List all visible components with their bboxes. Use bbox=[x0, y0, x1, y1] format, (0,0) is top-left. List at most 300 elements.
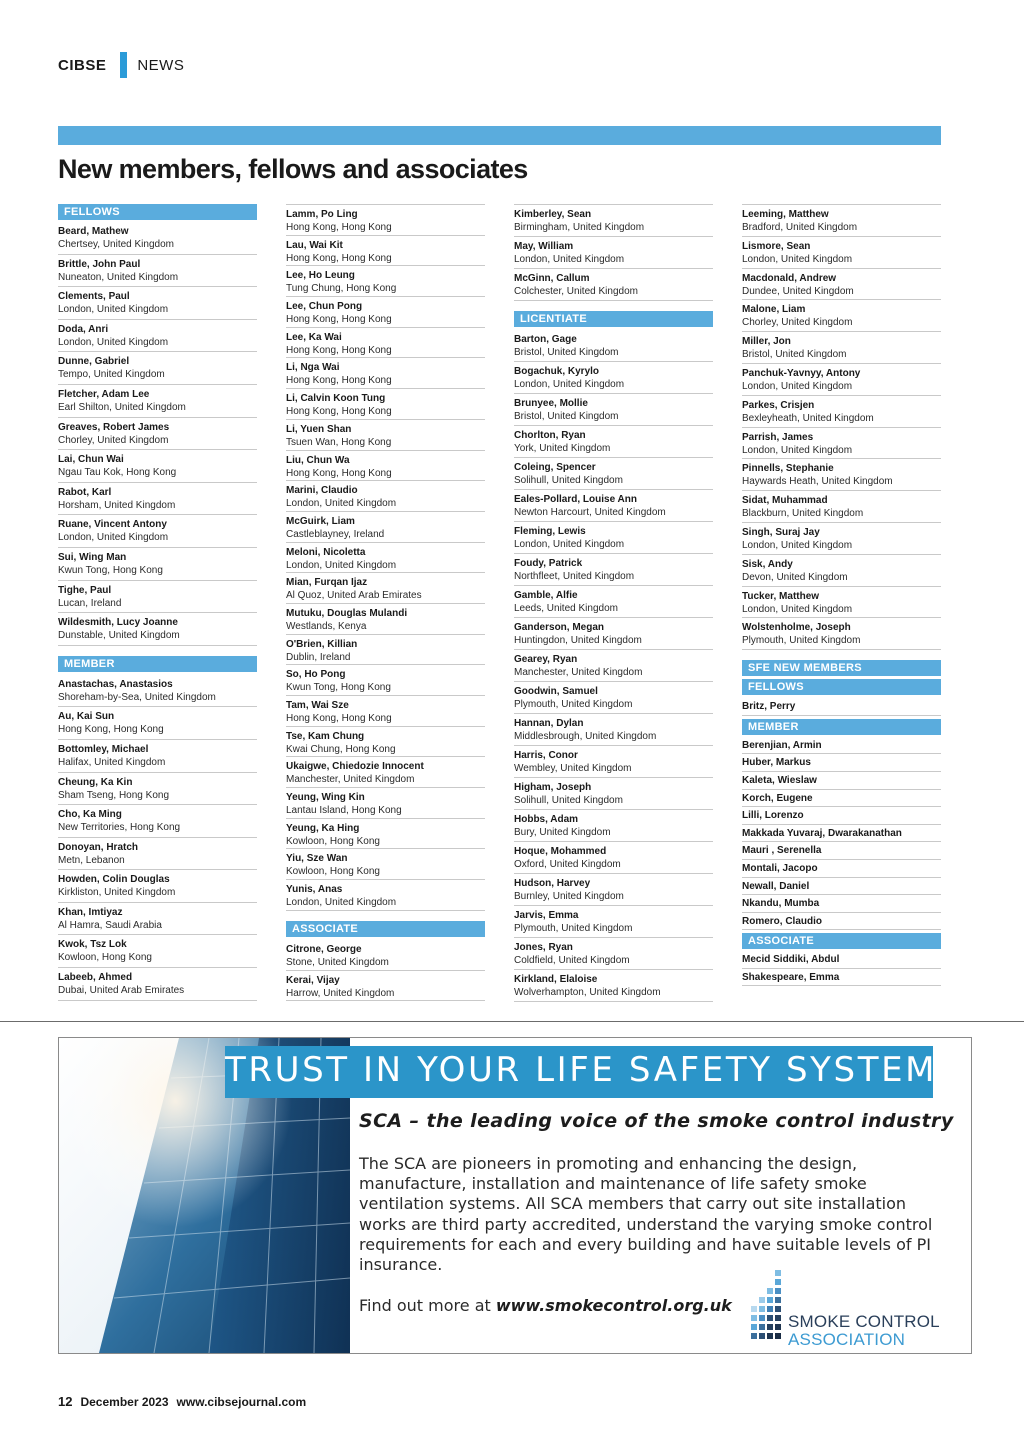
member-name: Mian, Furqan Ijaz bbox=[286, 577, 368, 589]
member-location: Tsuen Wan, Hong Kong bbox=[286, 436, 392, 448]
member-location: Metn, Lebanon bbox=[58, 854, 125, 866]
licentiates-list-continued bbox=[742, 204, 941, 650]
member-location: Kowloon, Hong Kong bbox=[58, 952, 152, 964]
member-name: Bogachuk, Kyrylo bbox=[514, 366, 600, 377]
list-item bbox=[514, 810, 713, 842]
member-location: London, United Kingdom bbox=[742, 603, 853, 615]
member-location: Tempo, United Kingdom bbox=[58, 369, 165, 381]
list-item bbox=[514, 778, 713, 810]
list-item bbox=[286, 328, 485, 359]
member-location: Shoreham-by-Sea, United Kingdom bbox=[58, 691, 216, 703]
cta-link[interactable]: www.smokecontrol.org.uk bbox=[495, 1296, 732, 1315]
column-1 bbox=[58, 204, 257, 1001]
list-item bbox=[742, 737, 941, 755]
member-name: Newall, Daniel bbox=[742, 880, 810, 892]
member-name: Shakespeare, Emma bbox=[742, 971, 840, 983]
header-divider-bar bbox=[120, 52, 127, 78]
member-name: Yeung, Ka Hing bbox=[286, 822, 360, 834]
list-item bbox=[514, 906, 713, 938]
member-name: Makkada Yuvaraj, Dwarakanathan bbox=[742, 827, 902, 839]
member-name: Greaves, Robert James bbox=[58, 421, 170, 433]
member-location: Oxford, United Kingdom bbox=[514, 859, 621, 870]
member-name: Li, Calvin Koon Tung bbox=[286, 393, 386, 405]
member-name: Hobbs, Adam bbox=[514, 814, 579, 825]
list-item bbox=[742, 969, 941, 987]
member-location: London, United Kingdom bbox=[286, 498, 397, 510]
member-location: New Territories, Hong Kong bbox=[58, 822, 181, 834]
list-item bbox=[286, 849, 485, 880]
member-name: Panchuk-Yavnyy, Antony bbox=[742, 367, 861, 379]
list-item bbox=[58, 707, 257, 740]
member-location: Middlesbrough, United Kingdom bbox=[514, 731, 657, 742]
member-name: Hoque, Mohammed bbox=[514, 846, 607, 857]
category-sfe-fellows: FELLOWS bbox=[742, 679, 941, 695]
member-location: Tung Chung, Hong Kong bbox=[286, 283, 397, 295]
member-name: Hudson, Harvey bbox=[514, 878, 591, 889]
member-name: Au, Kai Sun bbox=[58, 711, 115, 723]
member-location: Hong Kong, Hong Kong bbox=[286, 406, 392, 418]
member-name: Labeeb, Ahmed bbox=[58, 972, 133, 984]
list-item bbox=[58, 287, 257, 320]
list-item bbox=[742, 698, 941, 716]
member-name: O'Brien, Killian bbox=[286, 638, 358, 650]
page-header bbox=[58, 52, 184, 78]
list-item bbox=[286, 266, 485, 297]
member-location: Wolverhampton, United Kingdom bbox=[514, 987, 661, 998]
list-item bbox=[286, 420, 485, 451]
list-item bbox=[514, 970, 713, 1002]
member-location: Northfleet, United Kingdom bbox=[514, 571, 635, 582]
list-item bbox=[514, 682, 713, 714]
list-item bbox=[514, 490, 713, 522]
member-location: Nuneaton, United Kingdom bbox=[58, 271, 179, 283]
list-item bbox=[514, 426, 713, 458]
list-item bbox=[742, 491, 941, 523]
ad-call-to-action bbox=[359, 1296, 732, 1315]
member-location: Huntingdon, United Kingdom bbox=[514, 635, 642, 646]
list-item bbox=[286, 543, 485, 574]
member-name: Clements, Paul bbox=[58, 291, 130, 303]
list-item bbox=[742, 878, 941, 896]
member-location: London, United Kingdom bbox=[742, 444, 853, 456]
member-location: Hong Kong, Hong Kong bbox=[286, 375, 392, 387]
member-name: Lee, Chun Pong bbox=[286, 301, 363, 313]
member-location: Bristol, United Kingdom bbox=[742, 349, 847, 361]
list-item bbox=[742, 842, 941, 860]
list-item bbox=[58, 805, 257, 838]
member-name: Yunis, Anas bbox=[286, 884, 343, 896]
column-2 bbox=[286, 204, 485, 1001]
list-item bbox=[286, 389, 485, 420]
member-location: York, United Kingdom bbox=[514, 443, 611, 454]
list-item bbox=[58, 838, 257, 871]
member-location: Plymouth, United Kingdom bbox=[514, 699, 633, 710]
category-sfe-member: MEMBER bbox=[742, 719, 941, 735]
list-item bbox=[742, 237, 941, 269]
member-name: McGuirk, Liam bbox=[286, 515, 355, 527]
list-item bbox=[514, 586, 713, 618]
member-location: Sham Tseng, Hong Kong bbox=[58, 789, 170, 801]
list-item bbox=[58, 870, 257, 903]
member-name: Li, Yuen Shan bbox=[286, 423, 352, 435]
member-location: London, United Kingdom bbox=[742, 539, 853, 551]
member-name: So, Ho Pong bbox=[286, 669, 346, 681]
member-name: Gearey, Ryan bbox=[514, 654, 578, 665]
list-item bbox=[58, 483, 257, 516]
member-name: Citrone, George bbox=[286, 943, 362, 955]
member-location: London, United Kingdom bbox=[742, 253, 853, 265]
list-item bbox=[286, 940, 485, 971]
member-name: Ruane, Vincent Antony bbox=[58, 519, 167, 531]
member-location: Manchester, United Kingdom bbox=[514, 667, 643, 678]
list-item bbox=[58, 222, 257, 255]
category-fellows: FELLOWS bbox=[58, 204, 257, 220]
member-name: Lee, Ka Wai bbox=[286, 331, 342, 343]
member-location: Kwun Tong, Hong Kong bbox=[286, 682, 391, 694]
member-name: Jarvis, Emma bbox=[514, 910, 579, 921]
member-location: Solihull, United Kingdom bbox=[514, 795, 623, 806]
member-name: Sidat, Muhammad bbox=[742, 495, 828, 507]
page-number: 12 bbox=[58, 1394, 73, 1409]
member-location: London, United Kingdom bbox=[286, 897, 397, 909]
member-name: Kwok, Tsz Lok bbox=[58, 939, 127, 951]
member-location: Colchester, United Kingdom bbox=[514, 286, 638, 297]
member-location: Dubai, United Arab Emirates bbox=[58, 985, 185, 997]
member-location: London, United Kingdom bbox=[58, 336, 169, 348]
list-item bbox=[742, 428, 941, 460]
member-name: Wildesmith, Lucy Joanne bbox=[58, 617, 178, 629]
member-name: Ganderson, Megan bbox=[514, 622, 605, 633]
list-item bbox=[58, 773, 257, 806]
member-location: Al Quoz, United Arab Emirates bbox=[286, 590, 422, 602]
members-list-continued bbox=[286, 204, 485, 911]
member-location: Burnley, United Kingdom bbox=[514, 891, 624, 902]
list-item bbox=[742, 587, 941, 619]
member-location: Kowloon, Hong Kong bbox=[286, 866, 380, 878]
cta-prefix: Find out more at bbox=[359, 1296, 496, 1315]
member-location: Hong Kong, Hong Kong bbox=[286, 314, 392, 326]
list-item bbox=[286, 635, 485, 666]
member-name: Mauri , Serenella bbox=[742, 845, 822, 857]
member-name: Lau, Wai Kit bbox=[286, 239, 343, 251]
member-name: Higham, Joseph bbox=[514, 782, 592, 793]
member-name: Mutuku, Douglas Mulandi bbox=[286, 607, 408, 619]
member-name: Brunyee, Mollie bbox=[514, 398, 588, 409]
member-name: Singh, Suraj Jay bbox=[742, 526, 820, 538]
list-item bbox=[514, 237, 713, 269]
member-location: Hong Kong, Hong Kong bbox=[286, 467, 392, 479]
list-item bbox=[514, 874, 713, 906]
section-name: NEWS bbox=[137, 56, 185, 74]
list-item bbox=[742, 618, 941, 650]
member-name: Dunne, Gabriel bbox=[58, 356, 130, 368]
list-item bbox=[514, 330, 713, 362]
list-item bbox=[58, 385, 257, 418]
member-location: Halifax, United Kingdom bbox=[58, 756, 166, 768]
member-name: Foudy, Patrick bbox=[514, 558, 583, 569]
member-location: Kwun Tong, Hong Kong bbox=[58, 564, 163, 576]
sca-logo-icon bbox=[749, 1270, 789, 1350]
list-item bbox=[58, 450, 257, 483]
member-name: May, William bbox=[514, 241, 574, 252]
member-name: Lee, Ho Leung bbox=[286, 270, 355, 282]
member-name: Gamble, Alfie bbox=[514, 590, 578, 601]
member-name: Wolstenholme, Joseph bbox=[742, 622, 851, 634]
associates-list bbox=[286, 940, 485, 1001]
member-location: London, United Kingdom bbox=[286, 559, 397, 571]
list-item bbox=[286, 481, 485, 512]
advertisement bbox=[58, 1037, 972, 1354]
member-location: Bradford, United Kingdom bbox=[742, 222, 858, 233]
list-item bbox=[742, 754, 941, 772]
list-item bbox=[286, 788, 485, 819]
list-item bbox=[742, 951, 941, 969]
member-location: Chorley, United Kingdom bbox=[742, 317, 853, 329]
member-name: Liu, Chun Wa bbox=[286, 454, 350, 466]
website-link[interactable]: www.cibsejournal.com bbox=[176, 1395, 307, 1409]
brand-name: CIBSE bbox=[58, 56, 107, 74]
list-item bbox=[742, 913, 941, 931]
member-location: Hong Kong, Hong Kong bbox=[286, 222, 392, 233]
member-location: Hong Kong, Hong Kong bbox=[286, 252, 392, 264]
member-location: Chorley, United Kingdom bbox=[58, 434, 169, 446]
member-location: Westlands, Kenya bbox=[286, 620, 367, 632]
category-member: MEMBER bbox=[58, 656, 257, 672]
member-name: Ukaigwe, Chiedozie Innocent bbox=[286, 761, 424, 773]
list-item bbox=[742, 825, 941, 843]
member-location: Al Hamra, Saudi Arabia bbox=[58, 919, 162, 931]
member-name: Harris, Conor bbox=[514, 750, 578, 761]
member-name: Sui, Wing Man bbox=[58, 551, 127, 563]
member-location: Leeds, United Kingdom bbox=[514, 603, 618, 614]
list-item bbox=[742, 523, 941, 555]
member-location: Manchester, United Kingdom bbox=[286, 774, 415, 786]
list-item bbox=[58, 515, 257, 548]
member-name: Marini, Claudio bbox=[286, 485, 358, 497]
list-item bbox=[514, 205, 713, 237]
list-item bbox=[514, 522, 713, 554]
licentiates-list bbox=[514, 330, 713, 1002]
member-location: London, United Kingdom bbox=[514, 539, 625, 550]
member-name: Meloni, Nicoletta bbox=[286, 546, 366, 558]
member-location: Bristol, United Kingdom bbox=[514, 411, 619, 422]
member-name: Tighe, Paul bbox=[58, 584, 112, 596]
member-location: Stone, United Kingdom bbox=[286, 956, 389, 968]
list-item bbox=[742, 269, 941, 301]
list-item bbox=[514, 938, 713, 970]
member-location: Hong Kong, Hong Kong bbox=[286, 713, 392, 724]
member-location: Dundee, United Kingdom bbox=[742, 285, 854, 297]
members-list-end bbox=[514, 204, 713, 301]
list-item bbox=[58, 352, 257, 385]
member-name: Hannan, Dylan bbox=[514, 718, 584, 729]
member-name: Romero, Claudio bbox=[742, 915, 823, 927]
members-list bbox=[58, 675, 257, 1001]
list-item bbox=[286, 573, 485, 604]
category-licentiate: LICENTIATE bbox=[514, 311, 713, 327]
list-item bbox=[742, 332, 941, 364]
member-name: Lai, Chun Wai bbox=[58, 454, 124, 466]
list-item bbox=[514, 618, 713, 650]
member-name: Kerai, Vijay bbox=[286, 974, 340, 986]
sfe-members-list bbox=[742, 737, 941, 931]
category-sfe-new-members: SFE NEW MEMBERS bbox=[742, 660, 941, 676]
list-item bbox=[742, 300, 941, 332]
top-accent-band bbox=[58, 126, 941, 145]
member-location: Dublin, Ireland bbox=[286, 651, 351, 663]
member-name: Donoyan, Hratch bbox=[58, 841, 139, 853]
list-item bbox=[742, 860, 941, 878]
list-item bbox=[286, 604, 485, 635]
section-divider bbox=[0, 1021, 1024, 1022]
member-name: Cho, Ka Ming bbox=[58, 809, 122, 821]
list-item bbox=[58, 613, 257, 646]
member-name: Britz, Perry bbox=[742, 701, 796, 713]
member-location: Earl Shilton, United Kingdom bbox=[58, 401, 186, 413]
member-name: Korch, Eugene bbox=[742, 792, 813, 804]
issue-date: December 2023 bbox=[80, 1395, 169, 1409]
member-name: Parkes, Crisjen bbox=[742, 399, 815, 411]
list-item bbox=[742, 807, 941, 825]
list-item bbox=[58, 675, 257, 708]
member-location: Chertsey, United Kingdom bbox=[58, 239, 174, 250]
member-location: Blackburn, United Kingdom bbox=[742, 508, 864, 520]
member-name: Sisk, Andy bbox=[742, 558, 793, 570]
logo-text-line2: ASSOCIATION bbox=[788, 1330, 906, 1349]
member-name: Leeming, Matthew bbox=[742, 209, 829, 220]
list-item bbox=[286, 880, 485, 911]
member-name: Khan, Imtiyaz bbox=[58, 906, 123, 918]
list-item bbox=[286, 757, 485, 788]
sfe-associates-list bbox=[742, 951, 941, 986]
member-name: Bottomley, Michael bbox=[58, 743, 149, 755]
list-item bbox=[742, 364, 941, 396]
member-location: Kirkliston, United Kingdom bbox=[58, 887, 176, 899]
member-name: Malone, Liam bbox=[742, 304, 806, 316]
page-footer bbox=[58, 1394, 306, 1409]
member-name: Fletcher, Adam Lee bbox=[58, 388, 150, 400]
column-4 bbox=[742, 204, 941, 986]
list-item bbox=[742, 396, 941, 428]
list-item bbox=[58, 581, 257, 614]
list-item bbox=[514, 650, 713, 682]
list-item bbox=[286, 727, 485, 758]
list-item bbox=[742, 555, 941, 587]
member-location: London, United Kingdom bbox=[58, 304, 169, 316]
member-name: Pinnells, Stephanie bbox=[742, 463, 834, 475]
member-location: Newton Harcourt, United Kingdom bbox=[514, 507, 666, 518]
member-name: Anastachas, Anastasios bbox=[58, 678, 173, 690]
member-name: Macdonald, Andrew bbox=[742, 272, 837, 284]
member-location: Coldfield, United Kingdom bbox=[514, 955, 630, 966]
category-sfe-associate: ASSOCIATE bbox=[742, 933, 941, 949]
member-location: Bristol, United Kingdom bbox=[514, 347, 619, 358]
list-item bbox=[514, 362, 713, 394]
list-item bbox=[58, 935, 257, 968]
member-name: Miller, Jon bbox=[742, 336, 791, 348]
member-name: Nkandu, Mumba bbox=[742, 898, 820, 910]
member-name: Howden, Colin Douglas bbox=[58, 874, 170, 886]
member-name: Rabot, Karl bbox=[58, 486, 112, 498]
list-item bbox=[514, 842, 713, 874]
member-location: Devon, United Kingdom bbox=[742, 571, 848, 583]
member-location: Plymouth, United Kingdom bbox=[514, 923, 633, 934]
list-item bbox=[58, 548, 257, 581]
member-name: Lamm, Po Ling bbox=[286, 209, 358, 220]
member-name: Montali, Jacopo bbox=[742, 862, 818, 874]
member-name: Parrish, James bbox=[742, 431, 814, 443]
member-name: Fleming, Lewis bbox=[514, 526, 586, 537]
list-item bbox=[58, 968, 257, 1001]
member-location: London, United Kingdom bbox=[514, 254, 625, 265]
member-name: Coleing, Spencer bbox=[514, 462, 596, 473]
member-name: Lismore, Sean bbox=[742, 240, 811, 252]
member-name: Li, Nga Wai bbox=[286, 362, 340, 374]
member-name: Cheung, Ka Kin bbox=[58, 776, 133, 788]
member-location: Castleblayney, Ireland bbox=[286, 528, 385, 540]
page-title: New members, fellows and associates bbox=[58, 154, 528, 184]
member-name: McGinn, Callum bbox=[514, 273, 590, 284]
category-associate: ASSOCIATE bbox=[286, 921, 485, 937]
ad-subtitle: SCA – the leading voice of the smoke control industry bbox=[359, 1110, 954, 1132]
list-item bbox=[514, 458, 713, 490]
list-item bbox=[742, 790, 941, 808]
list-item bbox=[286, 819, 485, 850]
list-item bbox=[286, 205, 485, 236]
member-location: Solihull, United Kingdom bbox=[514, 475, 623, 486]
member-name: Jones, Ryan bbox=[514, 942, 573, 953]
member-location: Lantau Island, Hong Kong bbox=[286, 805, 402, 817]
column-3 bbox=[514, 204, 713, 1002]
member-location: Bury, United Kingdom bbox=[514, 827, 611, 838]
list-item bbox=[286, 665, 485, 696]
list-item bbox=[286, 358, 485, 389]
sfe-fellows-list bbox=[742, 698, 941, 716]
member-location: Ngau Tau Kok, Hong Kong bbox=[58, 467, 177, 479]
list-item bbox=[742, 772, 941, 790]
member-name: Huber, Markus bbox=[742, 757, 811, 769]
member-location: London, United Kingdom bbox=[514, 379, 625, 390]
member-name: Lilli, Lorenzo bbox=[742, 810, 804, 822]
member-name: Doda, Anri bbox=[58, 323, 109, 335]
member-location: Dunstable, United Kingdom bbox=[58, 630, 180, 642]
member-name: Brittle, John Paul bbox=[58, 258, 141, 270]
list-item bbox=[514, 554, 713, 586]
member-name: Kaleta, Wieslaw bbox=[742, 774, 817, 786]
list-item bbox=[742, 205, 941, 237]
list-item bbox=[514, 394, 713, 426]
member-name: Mecid Siddiki, Abdul bbox=[742, 954, 840, 966]
member-location: Haywards Heath, United Kingdom bbox=[742, 476, 893, 488]
list-item bbox=[58, 255, 257, 288]
list-item bbox=[514, 269, 713, 301]
list-item bbox=[514, 746, 713, 778]
list-item bbox=[58, 740, 257, 773]
member-name: Yeung, Wing Kin bbox=[286, 792, 365, 804]
member-location: London, United Kingdom bbox=[58, 532, 169, 544]
list-item bbox=[286, 696, 485, 727]
member-location: Birmingham, United Kingdom bbox=[514, 222, 645, 233]
member-name: Kimberley, Sean bbox=[514, 209, 592, 220]
list-item bbox=[286, 512, 485, 543]
list-item bbox=[58, 418, 257, 451]
member-name: Eales-Pollard, Louise Ann bbox=[514, 494, 637, 505]
list-item bbox=[286, 451, 485, 482]
list-item bbox=[58, 320, 257, 353]
member-name: Tse, Kam Chung bbox=[286, 730, 365, 742]
list-item bbox=[58, 903, 257, 936]
list-item bbox=[286, 236, 485, 267]
